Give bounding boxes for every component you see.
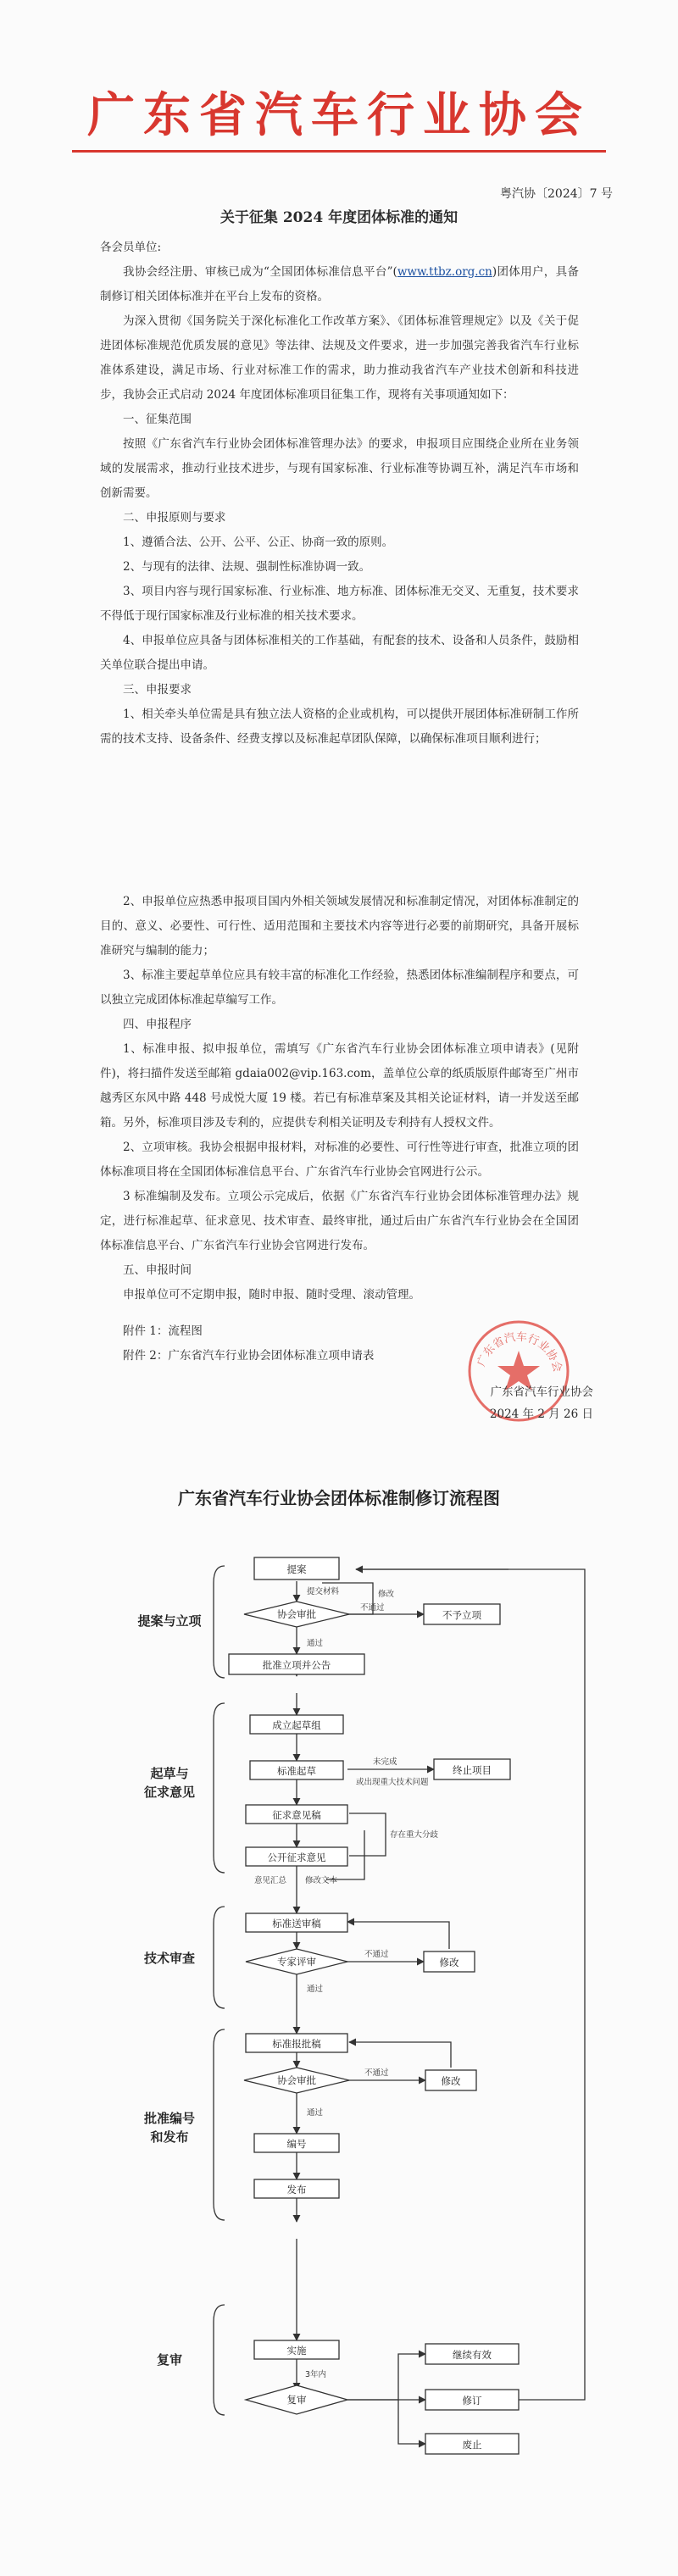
platform-link[interactable]: www.ttbz.org.cn: [397, 265, 492, 279]
edge-big-divergence: 存在重大分歧: [390, 1830, 439, 1840]
attachment-2: 附件 2：广东省汽车行业协会团体标准立项申请表: [123, 1349, 375, 1363]
stage-label-4a: 批准编号: [143, 2111, 196, 2126]
edge-pass2: 通过: [307, 1985, 324, 1994]
edge-not-pass3: 不通过: [364, 2068, 389, 2078]
section-2-title: 二、申报原则与要求: [123, 511, 226, 525]
paragraph-platform-b: )团体用户，具备制修订相关团体标准并在平台上发布的资格。: [100, 265, 579, 303]
stage-bracket-5: [214, 2305, 225, 2415]
edge-pass1: 通过: [307, 1639, 324, 1648]
node-reject: 不予立项: [442, 1609, 481, 1621]
node-proposal: 提案: [286, 1563, 307, 1575]
node-modify2: 修改: [439, 1957, 459, 1968]
document-number: 粤汽协〔2024〕7 号: [500, 187, 613, 201]
node-draft: 标准起草: [277, 1765, 316, 1777]
section-2-item-2: 2、与现有的法律、法规、强制性标准协调一致。: [123, 560, 371, 574]
node-revise: 修订: [462, 2395, 482, 2407]
stage-bracket-4: [214, 2029, 225, 2220]
edge-pass3: 通过: [307, 2108, 324, 2118]
edge-not-pass1: 不通过: [360, 1603, 385, 1613]
stage-label-2b: 征求意见: [143, 1785, 196, 1800]
section-5-text: 申报单位可不定期申报，随时申报、随时受理、滚动管理。: [123, 1288, 420, 1302]
node-continue: 继续有效: [453, 2349, 492, 2361]
section-3-title: 三、申报要求: [123, 683, 192, 697]
edge-unfinished: 未完成: [373, 1757, 397, 1767]
section-1-title: 一、征集范围: [123, 413, 192, 426]
notice-title: 关于征集 2024 年度团体标准的通知: [220, 209, 458, 226]
section-2-item-1: 1、遵循合法、公开、公平、公正、协商一致的原则。: [123, 536, 394, 549]
flowchart-title: 广东省汽车行业协会团体标准制修订流程图: [178, 1488, 500, 1508]
org-title: 广东省汽车行业协会: [87, 87, 591, 143]
node-reexam: 复审: [286, 2394, 307, 2406]
node-implement: 实施: [286, 2345, 307, 2357]
node-review-draft: 标准送审稿: [272, 1918, 321, 1929]
node-comment-draft: 征求意见稿: [272, 1809, 321, 1821]
node-number: 编号: [286, 2138, 307, 2150]
node-review1: 协会审批: [277, 1608, 316, 1620]
section-1-text: 按照《广东省汽车行业协会团体标准管理办法》的要求，申报项目应围绕企业所在业务领域的发展需求，推动行业技术进步，与现有国家标准、行业标准等协调互补，满足汽车市场和创新需要。: [100, 437, 579, 500]
stage-bracket-3: [214, 1907, 225, 2008]
stage-label-1: 提案与立项: [137, 1613, 202, 1629]
paragraph-platform-a: 我协会经注册、审核已成为“全国团体标准信息平台”(: [123, 265, 397, 279]
node-abolish: 废止: [462, 2439, 482, 2451]
section-3-item-1: 1、相关牵头单位需是具有独立法人资格的企业或机构，可以提供开展团体标准研制工作所需的技术支持、设备条件、经费支撑以及标准起草团队保障，以确保标准项目顺利进行；: [100, 708, 579, 746]
edge-not-pass2: 不通过: [364, 1950, 389, 1959]
attachment-1: 附件 1：流程图: [123, 1324, 203, 1338]
section-3-item-3: 3、标准主要起草单位应具有较丰富的标准化工作经验，热悉团体标准编制程序和要点，可以独立完成团体标准起草编写工作。: [100, 969, 579, 1007]
signature-date: 2024 年 2 月 26 日: [489, 1407, 593, 1421]
edge-revise-text: 修改文本: [305, 1876, 338, 1885]
paragraph-background: 为深入贯彻《国务院关于深化标准化工作改革方案》、《团体标准管理规定》以及《关于促进团体标准规范优质发展的意见》等法律、法规及文件要求，进一步加强完善我省汽车行业标准体系建设，满足市场、行业对标准工作的需求，助力推动我省汽车产业技术创新和科技进步，我协会正式启动 2024 年度团体标准项目征集工作，现将有关事项通知如下：: [100, 314, 579, 402]
section-4-item-2: 2、立项审核。我协会根据申报材料，对标准的必要性、可行性等进行审查，批准立项的团体标准项目将在全国团体标准信息平台、广东省汽车行业协会官网进行公示。: [100, 1141, 579, 1179]
edge-submit: 提交材料: [307, 1587, 340, 1596]
node-public-comment: 公开征求意见: [267, 1852, 326, 1863]
section-2-item-3: 3、项目内容与现行国家标准、行业标准、地方标准、团体标准无交叉、无重复，技术要求不得低于现行国家标准及行业标准的相关技术要求。: [100, 585, 579, 623]
node-publish: 发布: [286, 2184, 307, 2196]
svg-text:广东省汽车行业协会: 广东省汽车行业协会: [475, 1330, 564, 1374]
section-4-item-3: 3 标准编制及发布。立项公示完成后，依据《广东省汽车行业协会团体标准管理办法》规定，进行标准起草、征求意见、技术审查、最终审批，通过后由广东省汽车行业协会在全国团体标准信息平台、广东省汽车行业协会官网进行发布。: [100, 1190, 579, 1252]
node-modify3: 修改: [441, 2075, 461, 2087]
node-review3: 协会审批: [277, 2074, 316, 2086]
section-4-item-1: 1、标准申报、拟申报单位，需填写《广东省汽车行业协会团体标准立项申请表》(见附件)，将扫描件发送至邮箱 gdaia002@vip.163.com，盖单位公章的纸质版原件邮寄至广州市越秀区东风中路 448 号成悦大厦 19 楼。若已有标准草案及其相关论证材料，请一并发送至邮箱。另外，标准项目涉及专利的，应提供专利相关证明及专利持有人授权文件。: [100, 1042, 579, 1130]
stage-label-5: 复审: [156, 2352, 183, 2368]
node-drafting-group: 成立起草组: [272, 1719, 321, 1731]
section-5-title: 五、申报时间: [123, 1263, 192, 1277]
edge-modify1: 修改: [378, 1590, 395, 1599]
stage-label-4b: 和发布: [150, 2129, 189, 2145]
node-approval-draft: 标准报批稿: [272, 2038, 321, 2050]
signature-org: 广东省汽车行业协会: [490, 1385, 593, 1399]
section-4-title: 四、申报程序: [123, 1018, 192, 1031]
node-announce: 批准立项并公告: [262, 1659, 331, 1671]
stage-label-3: 技术审查: [143, 1951, 196, 1966]
edge-summary: 意见汇总: [254, 1876, 287, 1885]
salutation: 各会员单位:: [100, 241, 162, 254]
section-2-item-4: 4、申报单位应具备与团体标准相关的工作基础，有配套的技术、设备和人员条件，鼓励相关单位联合提出申请。: [100, 634, 579, 672]
node-terminate: 终止项目: [453, 1764, 492, 1776]
edge-unfinished2: 或出现重大技术问题: [356, 1778, 429, 1787]
edge-three-years: 3年内: [305, 2370, 327, 2379]
node-expert-review: 专家评审: [277, 1956, 316, 1968]
stage-bracket-1: [214, 1566, 225, 1678]
stage-label-2a: 起草与: [150, 1766, 189, 1781]
section-3-item-2: 2、申报单位应热悉申报项目国内外相关领域发展情况和标准制定情况，对团体标准制定的目的、意义、必要性、可行性、适用范围和主要技术内容等进行必要的前期研究，具备开展标准研究与编制的能力；: [100, 895, 579, 958]
stage-bracket-2: [214, 1703, 225, 1873]
